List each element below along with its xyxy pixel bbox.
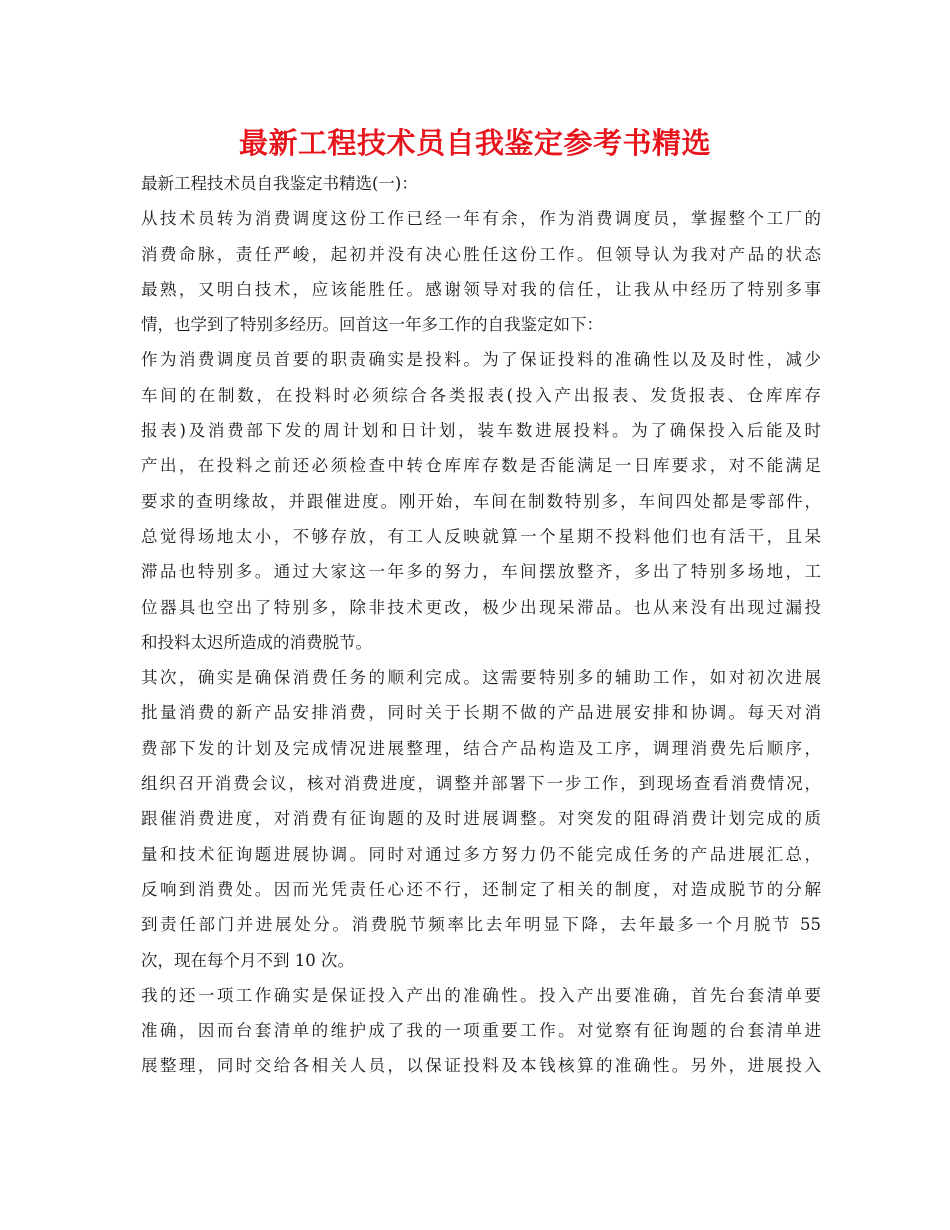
body-line: 跟催消费进度，对消费有征询题的及时进展调整。对突发的阻碍消费计划完成的质 [141,809,821,829]
body-line: 滞品也特别多。通过大家这一年多的努力，车间摆放整齐，多出了特别多场地，工 [141,562,821,582]
body-line: 其次，确实是确保消费任务的顺利完成。这需要特别多的辅助工作，如对初次进展 [141,668,821,688]
body-line: 准确，因而台套清单的维护成了我的一项重要工作。对觉察有征询题的台套清单进 [141,1021,821,1041]
body-line: 报表)及消费部下发的周计划和日计划，装车数进展投料。为了确保投入后能及时 [141,421,821,441]
body-line: 批量消费的新产品安排消费，同时关于长期不做的产品进展安排和协调。每天对消 [141,703,821,723]
document-title: 最新工程技术员自我鉴定参考书精选 [238,126,711,160]
body-line: 我的还一项工作确实是保证投入产出的准确性。投入产出要准确，首先台套清单要 [141,985,821,1005]
body-line: 从技术员转为消费调度这份工作已经一年有余，作为消费调度员，掌握整个工厂的 [141,209,821,229]
body-line: 产出，在投料之前还必须检查中转仓库库存数是否能满足一日库要求，对不能满足 [141,456,821,476]
body-line: 费部下发的计划及完成情况进展整理，结合产品构造及工序，调理消费先后顺序， [141,738,821,758]
body-line: 最熟，又明白技术，应该能胜任。感谢领导对我的信任，让我从中经历了特别多事 [141,279,821,299]
body-line: 消费命脉，责任严峻，起初并没有决心胜任这份工作。但领导认为我对产品的状态 [141,244,821,264]
body-line: 次，现在每个月不到 10 次。 [141,950,354,970]
body-line: 要求的查明缘故，并跟催进度。刚开始，车间在制数特别多，车间四处都是零部件， [141,491,821,511]
body-line: 组织召开消费会议，核对消费进度，调整并部署下一步工作，到现场查看消费情况， [141,774,821,794]
body-line: 最新工程技术员自我鉴定书精选(一)： [141,174,418,193]
body-line: 到责任部门并进展处分。消费脱节频率比去年明显下降，去年最多一个月脱节 55 [141,915,821,935]
document-body [141,166,821,1084]
body-line: 位器具也空出了特别多，除非技术更改，极少出现呆滞品。也从来没有出现过漏投 [141,597,821,617]
body-line: 总觉得场地太小，不够存放，有工人反映就算一个星期不投料他们也有活干，且呆 [141,526,821,546]
body-line: 作为消费调度员首要的职责确实是投料。为了保证投料的准确性以及及时性，减少 [141,350,821,370]
body-line: 车间的在制数，在投料时必须综合各类报表(投入产出报表、发货报表、仓库库存 [141,385,821,405]
body-line: 展整理，同时交给各相关人员，以保证投料及本钱核算的准确性。另外，进展投入 [141,1056,821,1076]
body-line: 反响到消费处。因而光凭责任心还不行，还制定了相关的制度，对造成脱节的分解 [141,879,821,899]
body-line: 量和技术征询题进展协调。同时对通过多方努力仍不能完成任务的产品进展汇总， [141,844,821,864]
body-line: 和投料太迟所造成的消费脱节。 [141,632,372,652]
body-line: 情，也学到了特别多经历。回首这一年多工作的自我鉴定如下： [141,315,603,335]
